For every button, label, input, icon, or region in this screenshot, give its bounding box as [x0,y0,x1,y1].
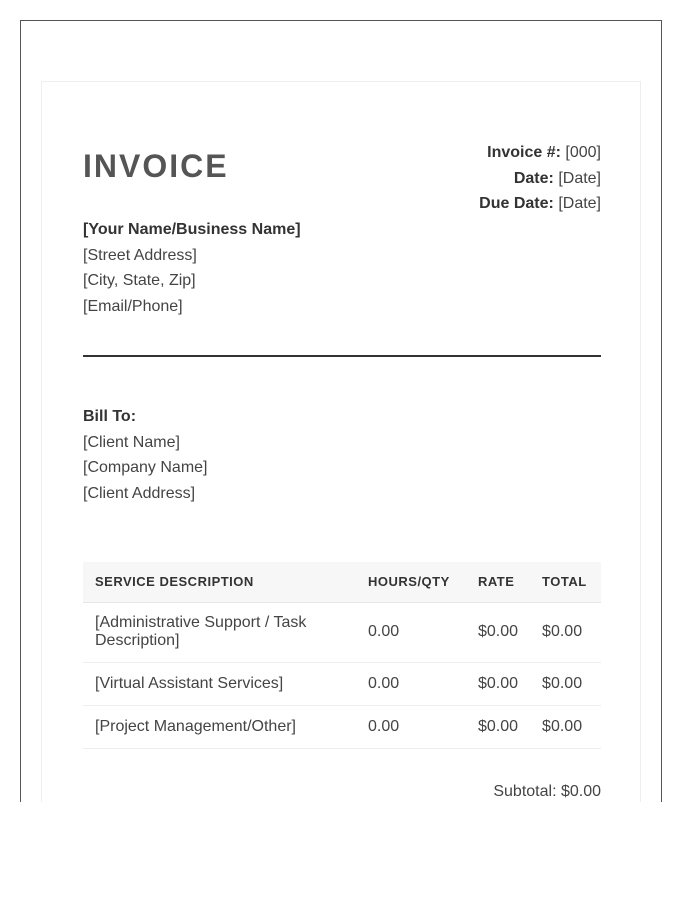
sender-block [83,217,301,319]
table-row [83,602,601,662]
row-rate: $0.00 [466,662,530,705]
subtotal: Subtotal: $0.00 [493,783,601,800]
line-items-table [83,562,601,749]
header-service-description: SERVICE DESCRIPTION [83,562,356,602]
row-total: $0.00 [530,602,601,662]
row-rate: $0.00 [466,602,530,662]
client-name: [Client Name] [83,433,180,451]
sender-city: [City, State, Zip] [83,272,196,289]
invoice-content [83,140,601,800]
invoice-date-value: [Date] [558,169,601,187]
row-qty: 0.00 [356,662,466,705]
row-total: $0.00 [530,705,601,748]
invoice-due-label: Due Date: [479,195,554,212]
client-company: [Company Name] [83,459,208,476]
sender-contact: [Email/Phone] [83,297,183,315]
table-row [83,662,601,705]
row-total: $0.00 [530,662,601,705]
invoice-due-line [479,191,601,217]
row-rate: $0.00 [466,705,530,748]
row-qty: 0.00 [356,705,466,748]
header-rate: RATE [466,562,530,602]
invoice-date-label: Date: [513,169,554,187]
invoice-sheet [41,81,641,802]
table-header-row [83,562,601,602]
header-total: TOTAL [530,562,601,602]
header-divider [83,355,601,357]
invoice-number-value: [000] [565,144,601,161]
row-description: [Virtual Assistant Services] [83,662,356,705]
row-qty: 0.00 [356,602,466,662]
table-row [83,705,601,748]
invoice-meta [479,140,601,217]
sender-street: [Street Address] [83,246,197,264]
invoice-title: INVOICE [83,148,229,184]
document-frame [20,20,662,802]
invoice-number-label: Invoice #: [487,144,561,161]
client-address: [Client Address] [83,484,196,502]
sender-name: [Your Name/Business Name] [83,221,301,238]
row-description: [Project Management/Other] [83,705,356,748]
header-hours-qty: HOURS/QTY [356,562,466,602]
invoice-number-line [479,140,601,166]
invoice-header [83,140,601,220]
invoice-date-line [479,166,601,192]
row-description: [Administrative Support / Task Description] [83,602,356,662]
bill-to-block [83,404,208,506]
bill-to-label: Bill To: [83,408,137,425]
invoice-due-value: [Date] [558,195,601,212]
